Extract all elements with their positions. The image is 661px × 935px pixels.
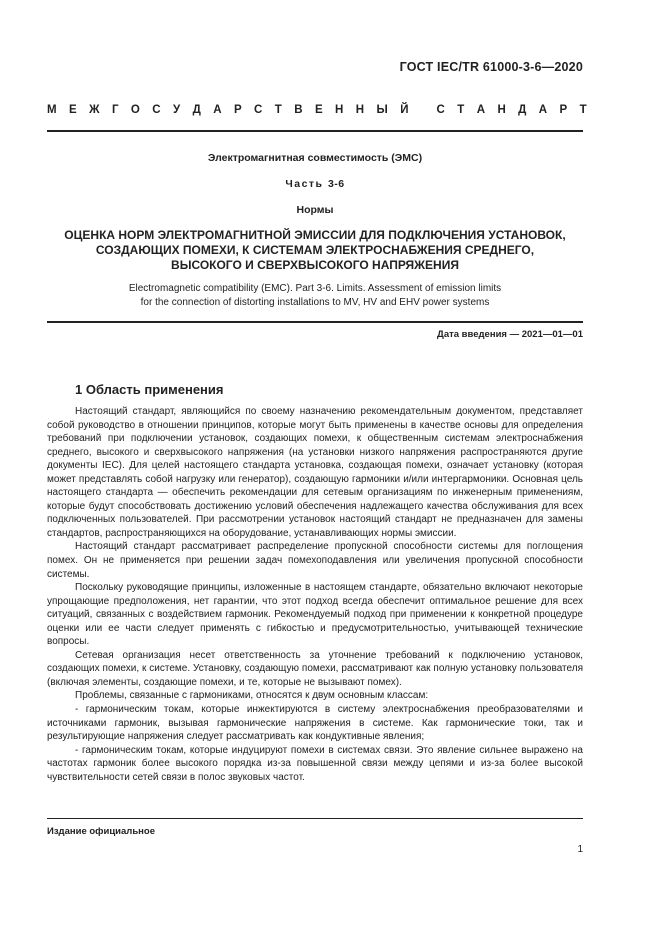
interstate-standard-banner bbox=[47, 104, 587, 116]
norms-label: Нормы bbox=[296, 204, 334, 216]
part-word: Часть bbox=[285, 178, 324, 190]
document-number: ГОСТ IEC/TR 61000-3-6—2020 bbox=[399, 60, 583, 74]
english-title-line: for the connection of distorting installations to MV, HV and EHV power systems bbox=[140, 296, 490, 308]
interstate-letter: А bbox=[538, 104, 548, 116]
body-paragraph: - гармоническим токам, которые индуцируют помехи в системах связи. Это явление сильнее выражено на частотах гармоник более высокого порядка из-за повышенной связи между цепями и из-за более высокой чувствительности сетей связи в полос звуковых частот. bbox=[47, 744, 583, 783]
interstate-letter: Н bbox=[497, 104, 506, 116]
body-paragraph: Настоящий стандарт, являющийся по своему назначению рекомендательным документом, представляет собой руководство в отношении принципов, которые могут быть применены в качестве основы для определения требований при подключении установок, создающих помехи, к общественным системам электроснабжения среднего, высокого и сверхвысокого напряжения (на установки низкого напряжения распространяются другие документы IEC). Для целей настоящего стандарта установка, создающая помехи, означает установку (которая может представлять собой нагрузку или генератор), создающую гармоники и/или интергармоники. Основная цель настоящего стандарта — обеспечить рекомендации для сетевым организациям по инженерным применениям, которые будут способствовать достижению условий обеспечения надлежащего качества обслуживания для всех подключенных пользователей. При рассмотрении установок настоящий стандарт не предназначен для замены стандартов, распространяющихся на оборудование, устанавливающих нормы эмиссии. bbox=[47, 406, 583, 539]
interstate-letter: О bbox=[130, 104, 140, 116]
interstate-letter: Р bbox=[233, 104, 242, 116]
interstate-gap bbox=[421, 104, 424, 116]
standard-subtitle: Электромагнитная совместимость (ЭМС) bbox=[207, 152, 423, 164]
interstate-letter: Г bbox=[111, 104, 119, 116]
body-paragraph: Сетевая организация несет ответственность за уточнение требований к подключению установок, создающих помехи, к системе. Установку, создающую помехи, рассматривают как полную установку пользователя (включая элементы, создающие помехи, и те, которые не вызывают помех). bbox=[47, 649, 583, 688]
main-title-line: ВЫСОКОГО И СВЕРХВЫСОКОГО НАПРЯЖЕНИЯ bbox=[171, 258, 459, 272]
interstate-letter: В bbox=[294, 104, 303, 116]
interstate-letter: Ы bbox=[376, 104, 388, 116]
part-number: 3-6 bbox=[327, 178, 345, 190]
interstate-letter: Ж bbox=[89, 104, 100, 116]
main-title-line: ОЦЕНКА НОРМ ЭЛЕКТРОМАГНИТНОЙ ЭМИССИИ ДЛЯ ПОДКЛЮЧЕНИЯ УСТАНОВОК, bbox=[64, 228, 566, 242]
interstate-letter: Е bbox=[69, 104, 77, 116]
interstate-letter: Р bbox=[559, 104, 568, 116]
body-paragraph: Настоящий стандарт рассматривает распределение пропускной способности системы для поглощения помех. Он не применяется при решении задач помехоподавления или увеличения пропускной способности системы. bbox=[47, 541, 583, 580]
footer-divider bbox=[47, 818, 583, 819]
interstate-letter: А bbox=[213, 104, 222, 116]
interstate-letter: Т bbox=[457, 104, 465, 116]
interstate-letter: У bbox=[173, 104, 181, 116]
interstate-letter: А bbox=[476, 104, 486, 116]
interstate-letter: С bbox=[436, 104, 445, 116]
interstate-letter: Н bbox=[355, 104, 365, 116]
interstate-letter: Й bbox=[400, 104, 409, 116]
body-paragraph: - гармоническим токам, которые инжектируются в систему электроснабжения преобразователями и источниками гармоник, вызывая гармонические напряжения в системе. Как гармонические токи, так и результирующие напряжения следует рассматривать как кондуктивные явления; bbox=[47, 704, 583, 743]
interstate-letter: Т bbox=[274, 104, 282, 116]
top-divider bbox=[47, 130, 583, 132]
part-label bbox=[47, 178, 583, 190]
interstate-letter: С bbox=[254, 104, 263, 116]
interstate-letter: Е bbox=[314, 104, 323, 116]
page-number: 1 bbox=[577, 844, 583, 855]
interstate-letter: Т bbox=[579, 104, 587, 116]
main-title bbox=[47, 228, 583, 273]
interstate-letter: Н bbox=[335, 104, 344, 116]
interstate-letter: С bbox=[152, 104, 161, 116]
body-paragraph: Проблемы, связанные с гармониками, относятся к двум основным классам: bbox=[75, 690, 429, 702]
title-divider bbox=[47, 321, 583, 323]
introduction-date: Дата введения — 2021—01—01 bbox=[437, 329, 583, 340]
section-heading: 1 Область применения bbox=[75, 382, 224, 397]
interstate-letter: М bbox=[47, 104, 57, 116]
interstate-letter: Д bbox=[192, 104, 201, 116]
main-title-line: СОЗДАЮЩИХ ПОМЕХИ, К СИСТЕМАМ ЭЛЕКТРОСНАБЖЕНИЯ СРЕДНЕГО, bbox=[95, 243, 535, 257]
section-body bbox=[47, 405, 583, 784]
interstate-letter: Д bbox=[518, 104, 527, 116]
official-edition-label: Издание официальное bbox=[47, 826, 155, 837]
body-paragraph: Поскольку руководящие принципы, изложенные в настоящем стандарте, обязательно включают некоторые упрощающие предположения, нет гарантии, что этот подход всегда обеспечит оптимальное решение для всех ситуаций, связанных с воздействием гармоник. Рекомендуемый подход при применении к конкретной процедуре оценки или ее части следует применять с гибкостью и предусмотрительностью, учитывающей технические вопросы. bbox=[47, 582, 583, 648]
english-title-line: Electromagnetic compatibility (EMC). Part 3-6. Limits. Assessment of emission limits bbox=[128, 283, 502, 294]
english-title bbox=[47, 282, 583, 309]
